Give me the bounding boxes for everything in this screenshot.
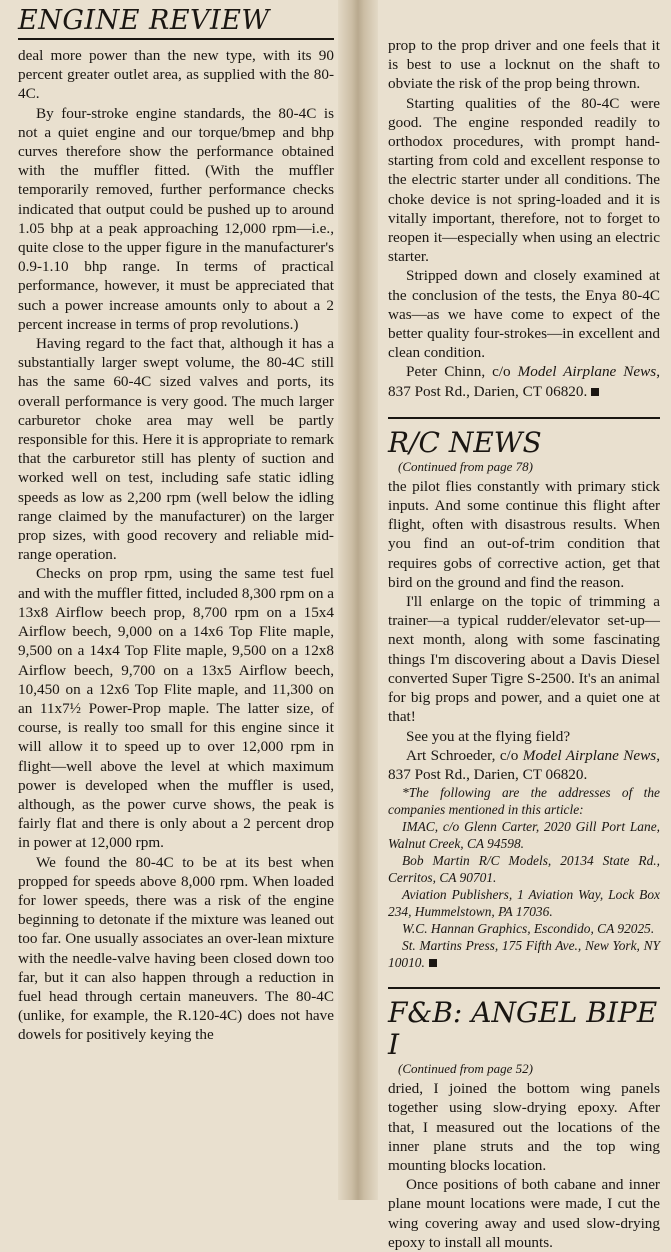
paragraph: dried, I joined the bottom wing panels together using slow-drying epoxy. After that, I measured out the locations of the inner plane struts and the top wing mounting blocks location.: [388, 1080, 660, 1174]
end-mark-icon: [429, 959, 437, 967]
end-mark-icon: [591, 388, 599, 396]
section-title-rc-news: R/C NEWS: [388, 417, 660, 459]
left-column: [18, 6, 334, 1045]
author-signature: [388, 362, 660, 400]
continued-note: (Continued from page 78): [398, 458, 533, 474]
publication-name: Model Airplane News: [517, 363, 657, 381]
author-signature: [388, 746, 660, 784]
address-item: IMAC, c/o Glenn Carter, 2020 Gill Port Lane, Walnut Creek, CA 94598.: [388, 819, 660, 852]
paragraph: the pilot flies constantly with primary stick inputs. And some continue this flight after flight, often with disastrous results. When you find an out-of-trim condition that requires gobs of corrective action, get that bird on the ground and find the reason.: [388, 477, 660, 591]
paragraph: See you at the flying field?: [406, 727, 571, 745]
continued-note: (Continued from page 52): [398, 1061, 533, 1077]
paragraph: prop to the prop driver and one feels that it is best to use a locknut on the shaft to obviate the risk of the prop being thrown.: [388, 37, 660, 93]
right-column: [388, 36, 660, 1252]
address-item: Aviation Publishers, 1 Aviation Way, Lock Box 234, Hummelstown, PA 17036.: [388, 887, 660, 920]
notes-intro: *The following are the addresses of the companies mentioned in this article:: [388, 785, 660, 818]
paragraph: I'll enlarge on the topic of trimming a trainer—a typical rudder/elevator set-up—next month, along with some fascinating things I'm discovering about a Davis Diesel converted Super Tigre S-2500. It's an animal for big props and power, and a quiet one at that!: [388, 593, 660, 726]
section-title-fb: F&B: ANGEL BIPE I: [388, 987, 660, 1061]
paragraph: Checks on prop rpm, using the same test fuel and with the muffler fitted, included 8,300 rpm on a 13x8 Airflow beech prop, 8,700 rpm on a 15x4 Airflow beech, 9,000 on a 14x6 Top Flite maple, 9,500 on a 14x4 Top Flite maple, 9,500 on a 12x8 Airflow beech, 9,700 on a 13x5 Airflow beech, 10,450 on a 12x6 Top Flite maple, and 11,300 on an 11x7½ Power-Prop maple. The latter size, of course, is really too small for this engine since it will allow it to speed up to over 12,000 rpm in flight—well above the level at which maximum power is developed when the muffler is used, although, as the power curve shows, the peak is fairly flat and there is only about a 2 percent drop in power at 12,000 rpm.: [18, 565, 334, 852]
paragraph: Stripped down and closely examined at the conclusion of the tests, the Enya 80-4C was—as we have come to expect of the better quality four-strokes—in excellent and clean condition.: [388, 267, 660, 362]
paragraph: We found the 80-4C to be at its best when propped for speeds above 8,000 rpm. When loaded for lower speeds, there was a risk of the engine beginning to detonate if the mixture was leaned out too far. One usually associates an over-lean mixture with the needle-valve having been closed down too far, but it can also happen through a reduction in fuel head through certain maneuvers. The 80-4C (unlike, for example, the R.120-4C) does not have dowels for positively keying the: [18, 853, 334, 1044]
address-text: St. Martins Press, 175 Fifth Ave., New York, NY 10010.: [388, 938, 660, 971]
author-name: Art Schroeder, c/o: [406, 746, 523, 764]
address-item: W.C. Hannan Graphics, Escondido, CA 92025.: [402, 921, 655, 937]
paragraph: Starting qualities of the 80-4C were good. The engine responded readily to orthodox procedures, with prompt hand-starting from cold and excellent response to the electric starter under all conditions. The choke device is not spring-loaded and it is vitally important, therefore, not to forget to reopen it—especially when using an electric starter.: [388, 94, 660, 266]
publication-name: Model Airplane News: [522, 746, 657, 764]
address-item: Bob Martin R/C Models, 20134 State Rd., Cerritos, CA 90701.: [388, 853, 660, 886]
page-header: ENGINE REVIEW: [18, 6, 334, 40]
address-notes: [388, 784, 660, 971]
paragraph: deal more power than the new type, with its 90 percent greater outlet area, as supplied with the 80-4C.: [18, 47, 334, 103]
author-name: Peter Chinn, c/o: [406, 363, 518, 381]
paragraph: By four-stroke engine standards, the 80-4C is not a quiet engine and our torque/bmep and bhp curves therefore show the performance obtained with the muffler fitted. (With the muffler temporarily removed, further performance checks indicated that output could be pushed up to around 1.05 bhp at a peak approaching 12,000 rpm—i.e., quite close to the upper figure in the manufacturer's 0.9-1.10 bhp range. In terms of practical performance, however, it must be appreciated that such a power increase amounts only to about a 2 percent increase in terms of prop revolutions.): [18, 104, 334, 333]
page-gutter: [338, 0, 378, 1200]
paragraph: Once positions of both cabane and inner plane mount locations were made, I cut the wing covering away and used slow-drying epoxy to install all mounts.: [388, 1176, 660, 1251]
paragraph: Having regard to the fact that, although it has a substantially larger swept volume, the 80-4C still has the same 60-4C sized valves and ports, its overall performance is very good. The much larger carburetor choke area may well be partly responsible for this. Here it is appropriate to remark that the carburetor still has plenty of suction and worked well on test, including safe static idling speeds as low as 2,200 rpm (well below the idling range claimed by the manufacturer) on the larger prop sizes, with good recovery and reliable mid-range operation.: [18, 335, 334, 564]
author-address: , 837 Post Rd., Darien, CT 06820.: [388, 746, 660, 783]
address-item: [388, 937, 660, 971]
author-address: , 837 Post Rd., Darien, CT 06820.: [388, 363, 660, 400]
